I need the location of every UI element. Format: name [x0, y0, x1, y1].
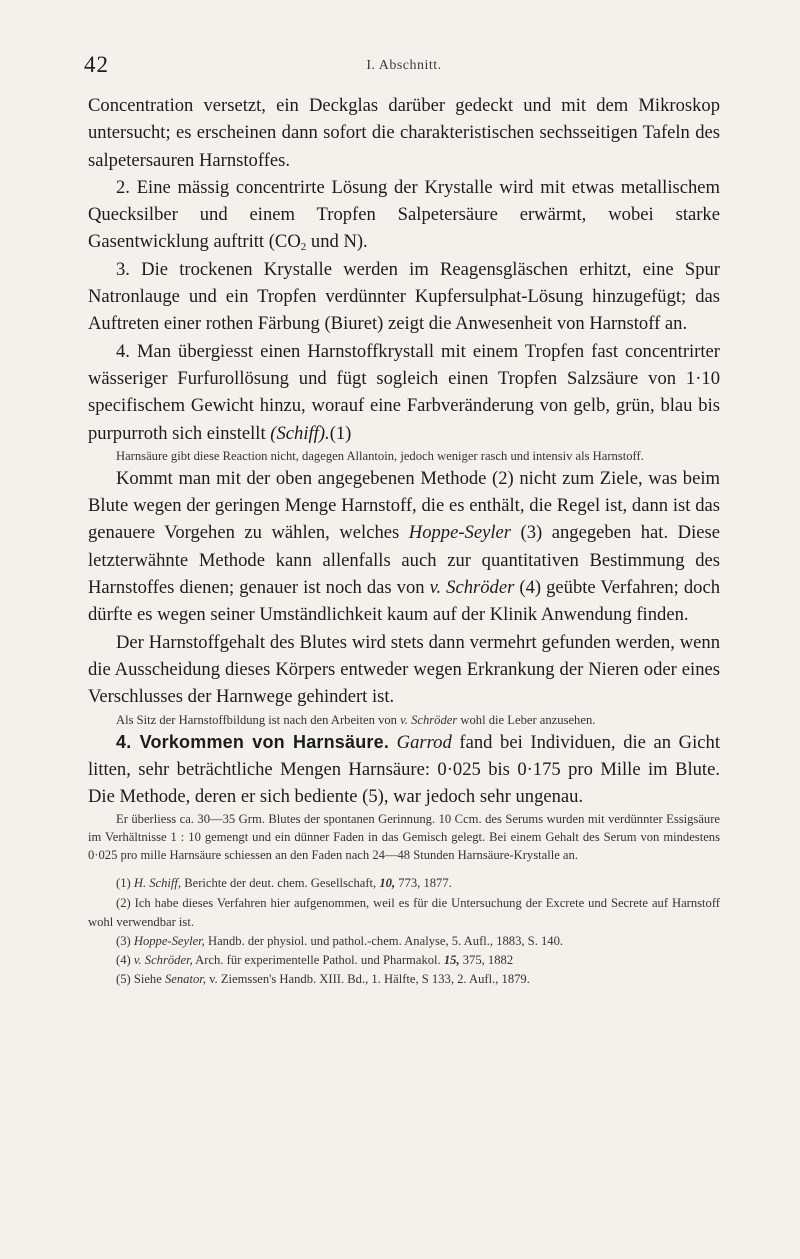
section-4-paragraph: 4. Vorkommen von Harnsäure. Garrod fand bei Individuen, die an Gicht litten, sehr beträchtliche Mengen Harnsäure: 0·025 bis 0·175 pro Mille im Blute. Die Methode, deren er sich bediente (5), war jedoch sehr ungenau.	[88, 731, 720, 808]
footnote: (5) Siehe Senator, v. Ziemssen's Handb. XIII. Bd., 1. Hälfte, S 133, 2. Aufl., 1879.	[116, 972, 530, 987]
page-body	[88, 92, 720, 990]
footnote: (1) H. Schiff, Berichte der deut. chem. Gesellschaft, 10, 773, 1877.	[116, 876, 452, 891]
running-title: I. Abschnitt.	[366, 58, 442, 73]
footnote: (4) v. Schröder, Arch. für experimentelle Pathol. und Pharmakol. 15, 375, 1882	[116, 953, 514, 968]
note-harnstoffbildung: Als Sitz der Harnstoffbildung ist nach den Arbeiten von v. Schröder wohl die Leber anzusehen.	[116, 712, 596, 727]
footnote: (3) Hoppe-Seyler, Handb. der physiol. und pathol.-chem. Analyse, 5. Aufl., 1883, S. 140.	[116, 934, 564, 949]
book-page	[84, 52, 721, 990]
note-harnsaeure: Harnsäure gibt diese Reaction nicht, dagegen Allantoin, jedoch weniger rasch und intensiv als Harnstoff.	[116, 448, 644, 463]
paragraph-test-3: 3. Die trockenen Krystalle werden im Reagensgläschen erhitzt, eine Spur Natronlauge und ein Tropfen verdünnter Kupfersulphat-Lösung hinzugefügt; das Auftreten einer rothen Färbung (Biuret) zeigt die Anwesenheit von Harnstoff an.	[88, 258, 720, 335]
paragraph-methode: Kommt man mit der oben angegebenen Methode (2) nicht zum Ziele, was beim Blute wegen der geringen Menge Harnstoff, die es enthält, die Regel ist, dann ist das genauere Vorgehen zu wählen, welches Hoppe-Seyler (3) angegeben hat. Diese letzterwähnte Methode kann allenfalls auch zur quantitativen Bestimmung des Harnstoffes dienen; genauer ist noch das von v. Schröder (4) geübte Verfahren; doch dürfte es wegen seiner Umständlichkeit kaum auf der Klinik Anwendung finden.	[88, 467, 720, 626]
page-header	[84, 52, 720, 92]
paragraph-test-2: 2. Eine mässig concentrirte Lösung der Krystalle wird mit etwas metallischem Quecksilber und einem Tropfen Salpetersäure erwärmt, wobei starke Gasentwicklung auftritt ($CO_2$ und N).	[88, 176, 720, 254]
page-number: 42	[84, 52, 109, 77]
footnote: (2) Ich habe dieses Verfahren hier aufgenommen, weil es für die Untersuchung der Excrete und Secrete auf Harnstoff wohl verwendbar ist.	[88, 895, 721, 929]
footnotes	[88, 874, 720, 989]
section-heading: 4. Vorkommen von Harnsäure.	[116, 731, 390, 752]
paragraph-harnstoffgehalt: Der Harnstoffgehalt des Blutes wird stets dann vermehrt gefunden werden, wenn die Ausscheidung dieses Körpers entweder wegen Erkrankung der Nieren oder eines Verschlusses der Harnwege gehindert ist.	[88, 631, 720, 708]
note-method-garrod: Er überliess ca. 30—35 Grm. Blutes der spontanen Gerinnung. 10 Ccm. des Serums wurden mit verdünnter Essigsäure im Verhältnisse 1 : 10 gemengt und ein dünner Faden in das Gemisch gelegt. Bei einem Gehalt des Serum von mindestens 0·025 pro mille Harnsäure schiessen an den Faden nach 24—48 Stunden Harnsäure-Krystalle an.	[88, 812, 720, 863]
paragraph-continuation: Concentration versetzt, ein Deckglas darüber gedeckt und mit dem Mikroskop untersucht; es erscheinen dann sofort die charakteristischen sechsseitigen Tafeln des salpetersauren Harnstoffes.	[88, 95, 720, 171]
paragraph-test-4: 4. Man übergiesst einen Harnstoffkrystall mit einem Tropfen fast concentrirter wässeriger Furfurollösung und fügt sogleich einen Tropfen Salzsäure von 1·10 specifischem Gewicht hinzu, worauf eine Farbveränderung von gelb, grün, blau bis purpurroth sich einstellt (Schiff).(1)	[88, 340, 720, 444]
